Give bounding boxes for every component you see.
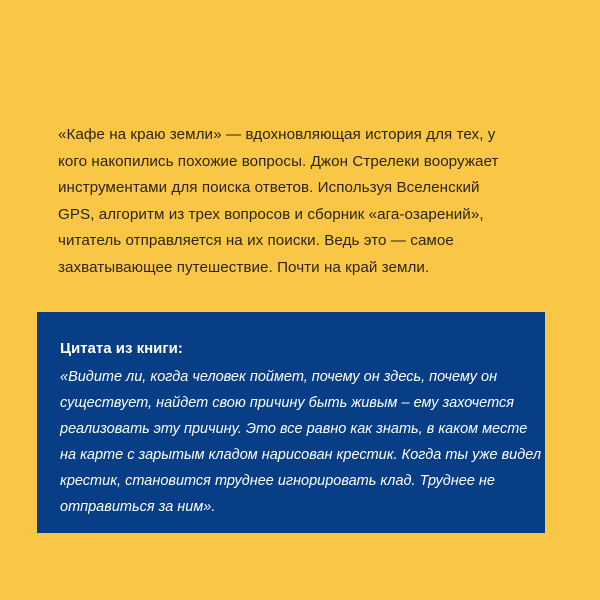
quote-heading: Цитата из книги: — [60, 340, 183, 357]
description-line: GPS, алгоритм из трех вопросов и сборник «ага-озарений», — [58, 205, 484, 223]
quote-line: существует, найдет свою причину быть живым – ему захочется — [60, 395, 514, 411]
quote-line: крестик, становится труднее игнорировать клад. Труднее не — [60, 473, 495, 489]
book-quote — [60, 364, 541, 520]
quote-line: на карте с зарытым кладом нарисован крестик. Когда ты уже видел — [60, 447, 542, 463]
book-description — [58, 122, 538, 281]
quote-line: «Видите ли, когда человек поймет, почему он здесь, почему он — [60, 369, 498, 385]
description-line: читатель отправляется на их поиски. Ведь это — самое — [58, 232, 454, 249]
description-line: инструментами для поиска ответов. Используя Вселенский — [58, 179, 480, 196]
description-line: кого накопились похожие вопросы. Джон Стрелеки вооружает — [58, 152, 499, 170]
description-line: захватывающее путешествие. Почти на край земли. — [58, 258, 430, 276]
book-quote-box — [37, 312, 545, 533]
description-line: «Кафе на краю земли» — вдохновляющая история для тех, у — [58, 126, 496, 143]
quote-line: отправиться за ним». — [60, 499, 216, 515]
quote-line: реализовать эту причину. Это все равно как знать, в каком месте — [60, 421, 528, 437]
